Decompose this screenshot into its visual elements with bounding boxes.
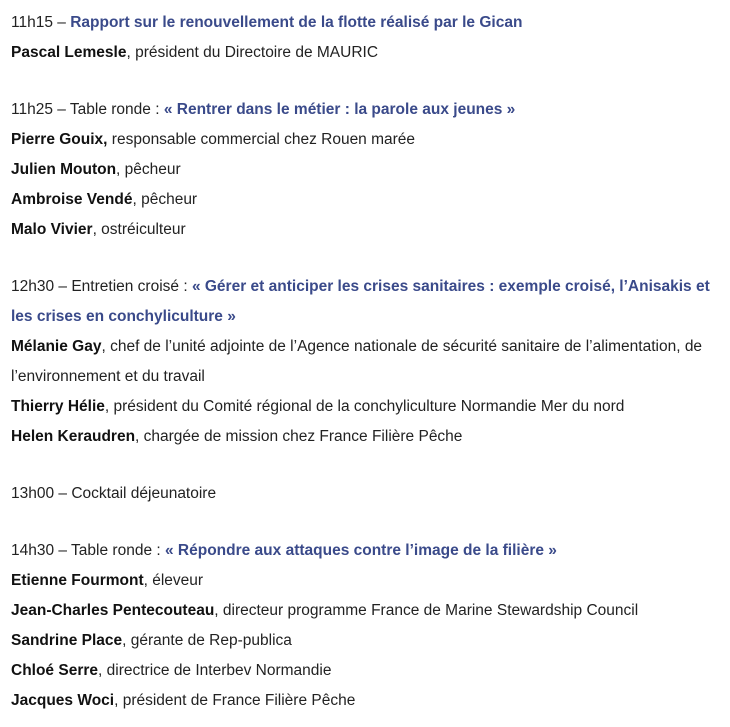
speaker-role: , président de France Filière Pêche [114,692,356,709]
speaker-role: , éleveur [143,572,204,589]
session-header [11,95,730,125]
speaker-name: Thierry Hélie [11,398,105,415]
speaker-role: , président du Comité régional de la conchyliculture Normandie Mer du nord [104,398,625,415]
speaker-role: , ostréiculteur [92,221,186,238]
speaker-name: Pierre Gouix, [11,131,108,148]
speaker-role: , pêcheur [132,191,198,208]
speaker-line [11,596,730,626]
session-title: « Répondre aux attaques contre l’image de la filière » [164,542,557,559]
speaker-name: Jean-Charles Pentecouteau [11,602,215,619]
speaker-line [11,215,730,245]
speaker-role: responsable commercial chez Rouen marée [107,131,416,148]
session-time: 12h30 – Entretien croisé : [11,278,192,295]
speaker-line [11,38,730,68]
speaker-role: , directrice de Interbev Normandie [98,662,332,679]
speaker-name: Jacques Woci [11,692,115,709]
session-title: Rapport sur le renouvellement de la flotte réalisé par le Gican [70,14,523,31]
session-time: 14h30 – Table ronde : [11,542,165,559]
speaker-role: , chargée de mission chez France Filière Pêche [135,428,463,445]
session-time: 13h00 – Cocktail déjeunatoire [11,485,217,502]
speaker-line [11,125,730,155]
session-header [11,8,730,38]
speaker-role: , pêcheur [116,161,181,178]
speaker-role: , gérante de Rep-publica [122,632,292,649]
program-section [11,95,730,245]
session-header [11,479,730,509]
session-time: 11h25 – Table ronde : [11,101,164,118]
session-header [11,272,723,332]
speaker-line [11,566,730,596]
program-section [11,272,730,452]
speaker-name: Malo Vivier [11,221,93,238]
speaker-line [11,185,730,215]
speaker-name: Sandrine Place [11,632,123,649]
session-time: 11h15 – [11,14,71,31]
speaker-name: Chloé Serre [11,662,99,679]
session-header [11,536,730,566]
speaker-name: Helen Keraudren [11,428,136,445]
speaker-line [11,686,730,716]
speaker-line [11,422,730,452]
speaker-line [11,155,730,185]
session-title: « Gérer et anticiper les crises sanitaires : exemple croisé, l’Anisakis et les crises en conchyliculture » [11,278,710,325]
speaker-name: Mélanie Gay [11,338,102,355]
speaker-line [11,392,730,422]
program-section [11,8,730,68]
speaker-name: Ambroise Vendé [11,191,133,208]
speaker-name: Julien Mouton [11,161,117,178]
speaker-line [11,656,730,686]
speaker-role: , directeur programme France de Marine Stewardship Council [214,602,639,619]
speaker-role: , président du Directoire de MAURIC [126,44,379,61]
speaker-name: Pascal Lemesle [11,44,127,61]
speaker-name: Etienne Fourmont [11,572,144,589]
speaker-role: , chef de l’unité adjointe de l’Agence nationale de sécurité sanitaire de l’alimentation, de l’environnement et du travail [11,338,703,385]
speaker-line [11,626,730,656]
session-title: « Rentrer dans le métier : la parole aux jeunes » [163,101,516,118]
speaker-line [11,332,723,392]
program-section [11,536,730,716]
program-section [11,479,730,509]
